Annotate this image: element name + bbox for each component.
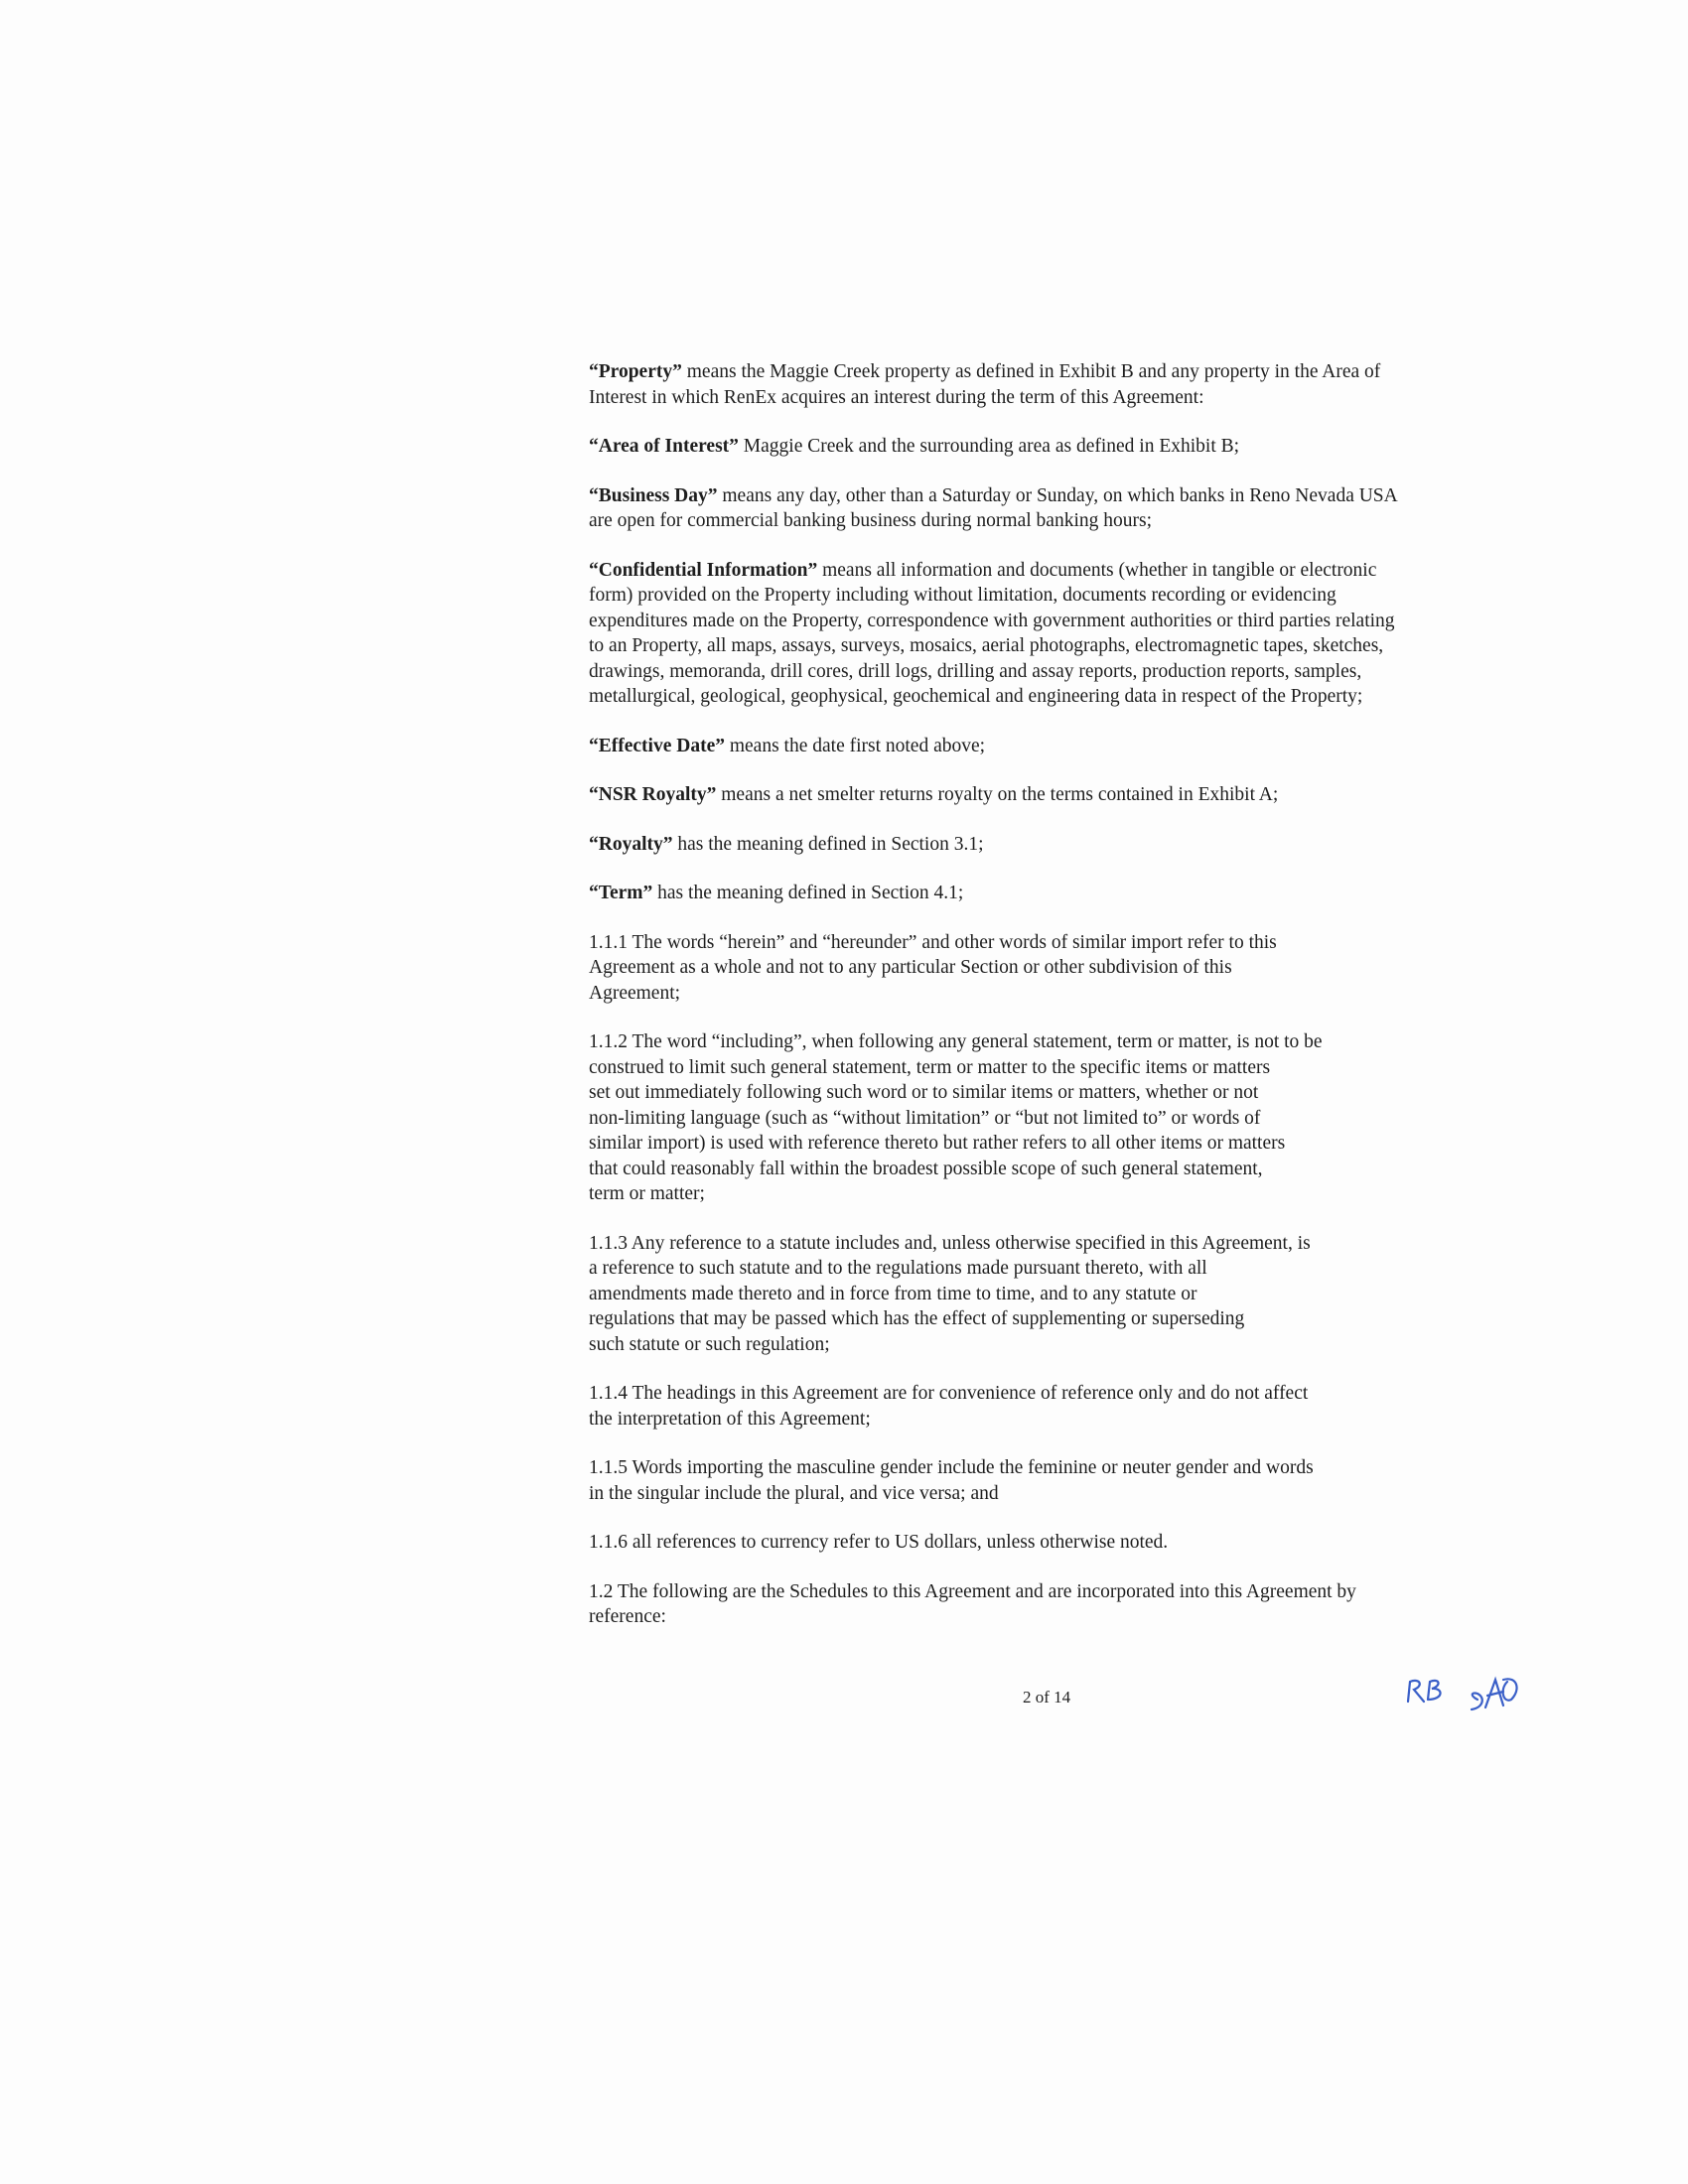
clause-line: 1.1.6 all references to currency refer to US dollars, unless otherwise noted. — [589, 1532, 1169, 1553]
clause-line: term or matter; — [589, 1183, 705, 1204]
initials-signature-icon — [1400, 1660, 1559, 1739]
clause-paragraph — [589, 1455, 1542, 1506]
clause-paragraph — [589, 1231, 1542, 1358]
clause-line: set out immediately following such word or to similar items or matters, whether or not — [589, 1082, 1259, 1103]
clause-line: 1.1.1 The words “herein” and “hereunder” and other words of similar import refer to this — [589, 931, 1277, 953]
handwritten-initials — [1400, 1660, 1559, 1739]
page-number: 2 of 14 — [1023, 1688, 1071, 1706]
clause-line: reference: — [589, 1606, 666, 1627]
definition-line — [589, 359, 1542, 385]
definition-text: means a net smelter returns royalty on the terms contained in Exhibit A; — [716, 784, 1279, 805]
document-body — [589, 359, 1542, 1654]
definition-paragraph — [589, 434, 1542, 460]
definition-text: expenditures made on the Property, correspondence with government authorities or third parties relating — [589, 610, 1395, 631]
definition-text: means the Maggie Creek property as defined in Exhibit B and any property in the Area of — [681, 361, 1381, 382]
definition-line — [589, 434, 1542, 460]
defined-term: “Confidential Information” — [589, 559, 818, 581]
definition-text: to an Property, all maps, assays, surveys, mosaics, aerial photographs, electromagnetic tapes, sketches, — [589, 635, 1384, 656]
definition-line — [589, 684, 1542, 710]
definition-text: metallurgical, geological, geophysical, geochemical and engineering data in respect of the Property; — [589, 686, 1363, 707]
clause-line: 1.1.5 Words importing the masculine gender include the feminine or neuter gender and words — [589, 1457, 1314, 1478]
defined-term: “NSR Royalty” — [589, 784, 717, 805]
clause-line: 1.1.2 The word “including”, when following any general statement, term or matter, is not to be — [589, 1031, 1323, 1052]
definition-line — [589, 734, 1542, 759]
clause-line: construed to limit such general statement, term or matter to the specific items or matters — [589, 1056, 1271, 1078]
defined-term: “Property” — [589, 361, 682, 382]
clause-paragraph — [589, 930, 1542, 1007]
clause-line: 1.1.3 Any reference to a statute includes and, unless otherwise specified in this Agreement, is — [589, 1232, 1311, 1254]
defined-term: “Royalty” — [589, 833, 673, 855]
clause-line: non-limiting language (such as “without limitation” or “but not limited to” or words of — [589, 1107, 1261, 1129]
definition-paragraph — [589, 359, 1542, 410]
clause-line: a reference to such statute and to the regulations made pursuant thereto, with all — [589, 1258, 1207, 1279]
clause-line: in the singular include the plural, and vice versa; and — [589, 1482, 999, 1504]
definition-line — [589, 782, 1542, 808]
definition-line — [589, 483, 1542, 509]
definition-text: has the meaning defined in Section 4.1; — [652, 883, 964, 903]
defined-term: “Business Day” — [589, 484, 718, 506]
clause-line: 1.1.4 The headings in this Agreement are for convenience of reference only and do not affect — [589, 1383, 1309, 1404]
clause-line: 1.2 The following are the Schedules to this Agreement and are incorporated into this Agreement by — [589, 1580, 1356, 1602]
definition-line — [589, 633, 1542, 659]
definition-text: Maggie Creek and the surrounding area as defined in Exhibit B; — [738, 436, 1240, 457]
clause-line: amendments made thereto and in force from time to time, and to any statute or — [589, 1283, 1197, 1304]
clause-line: Agreement; — [589, 982, 681, 1004]
definition-line — [589, 881, 1542, 906]
definition-text: form) provided on the Property including without limitation, documents recording or evidencing — [589, 585, 1336, 606]
definition-line — [589, 659, 1542, 685]
clause-paragraph — [589, 1579, 1542, 1630]
definition-paragraph — [589, 782, 1542, 808]
definition-line — [589, 385, 1542, 411]
clause-paragraph — [589, 1530, 1542, 1556]
definition-text: has the meaning defined in Section 3.1; — [672, 833, 984, 855]
clause-line: Agreement as a whole and not to any particular Section or other subdivision of this — [589, 957, 1232, 978]
definition-line — [589, 508, 1542, 534]
defined-term: “Area of Interest” — [589, 436, 739, 457]
definition-text: drawings, memoranda, drill cores, drill logs, drilling and assay reports, production reports, samples, — [589, 660, 1362, 682]
definition-paragraph — [589, 558, 1542, 710]
definition-paragraph — [589, 734, 1542, 759]
clause-line: such statute or such regulation; — [589, 1333, 830, 1355]
clause-line: that could reasonably fall within the broadest possible scope of such general statement, — [589, 1158, 1263, 1179]
clause-line: the interpretation of this Agreement; — [589, 1408, 871, 1430]
definition-line — [589, 832, 1542, 858]
definition-text: means any day, other than a Saturday or Sunday, on which banks in Reno Nevada USA — [717, 484, 1398, 506]
clause-line: similar import) is used with reference thereto but rather refers to all other items or matters — [589, 1133, 1286, 1154]
definition-text: Interest in which RenEx acquires an interest during the term of this Agreement: — [589, 386, 1204, 408]
clause-paragraph — [589, 1381, 1542, 1432]
definition-line — [589, 558, 1542, 584]
definition-line — [589, 609, 1542, 634]
definition-text: means the date first noted above; — [724, 735, 986, 756]
defined-term: “Effective Date” — [589, 735, 725, 756]
defined-term: “Term” — [589, 883, 653, 903]
definition-paragraph — [589, 483, 1542, 534]
definition-paragraph — [589, 832, 1542, 858]
definition-paragraph — [589, 881, 1542, 906]
definition-text: are open for commercial banking business during normal banking hours; — [589, 510, 1152, 531]
definition-line — [589, 583, 1542, 609]
definition-text: means all information and documents (whether in tangible or electronic — [817, 559, 1377, 581]
clause-paragraph — [589, 1029, 1542, 1207]
clause-line: regulations that may be passed which has the effect of supplementing or superseding — [589, 1308, 1245, 1329]
